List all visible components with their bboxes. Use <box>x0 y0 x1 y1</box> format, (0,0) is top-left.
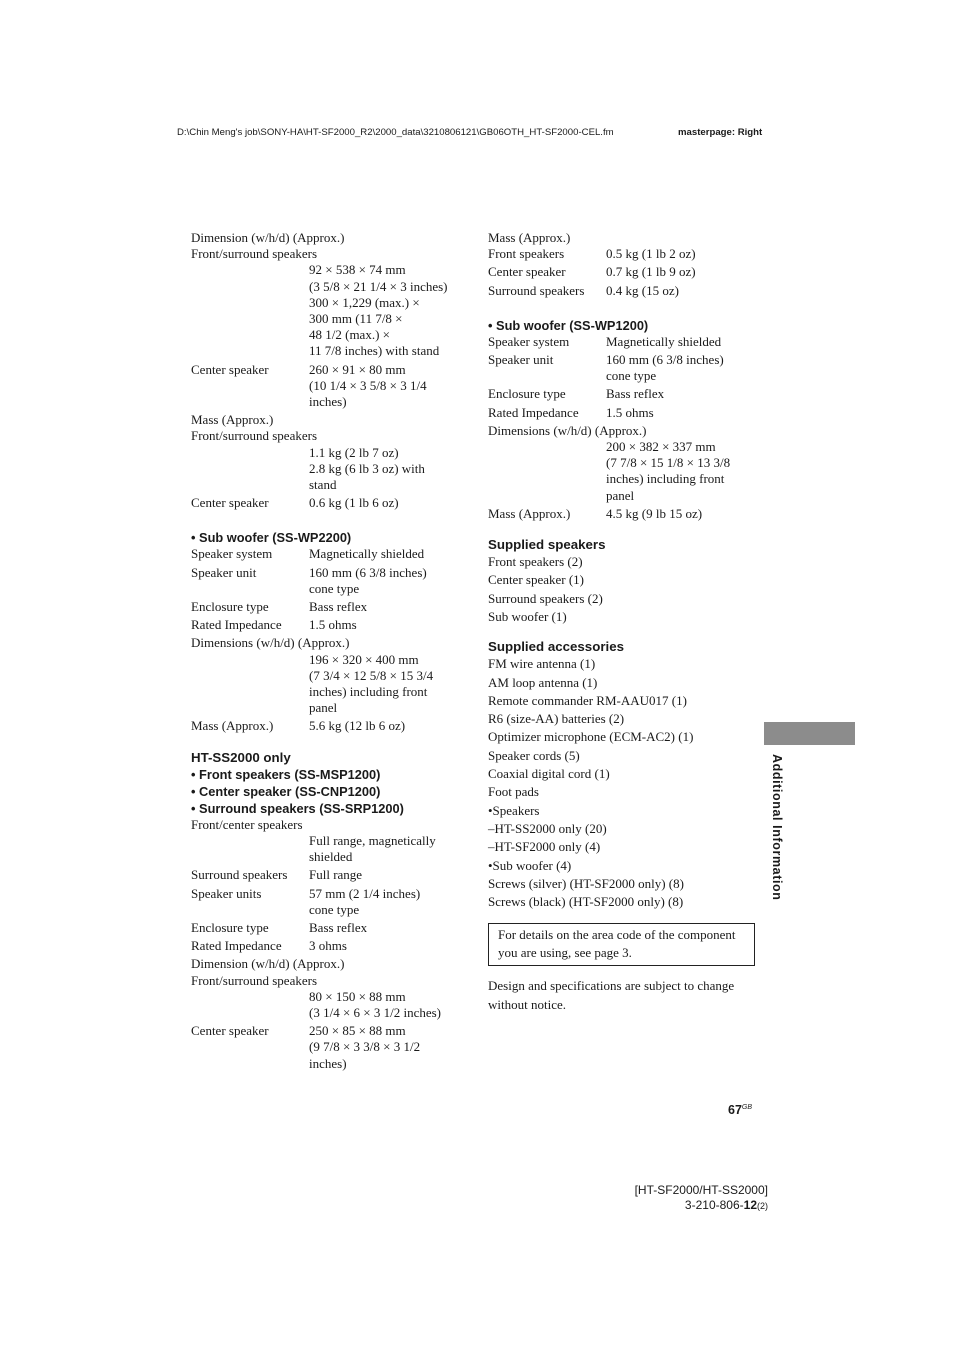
spec-key: Speaker system <box>191 546 273 562</box>
spec-line: cone type <box>309 901 360 917</box>
dimensions-heading: Dimensions (w/h/d) (Approx.) <box>488 422 647 438</box>
spec-row <box>191 599 463 615</box>
spec-value: 0.7 kg (1 lb 9 oz) <box>606 264 696 280</box>
list-item: –HT-SF2000 only (4) <box>488 839 601 855</box>
bullet-heading: • Front speakers (SS-MSP1200) <box>191 766 381 782</box>
spec-line: (3 5/8 × 21 1/4 × 3 inches) <box>309 278 448 294</box>
spec-row <box>488 264 758 280</box>
dimension-heading: Dimension (w/h/d) (Approx.) <box>191 956 345 972</box>
mass-heading: Mass (Approx.) <box>488 230 571 245</box>
front-surround-label: Front/surround speakers <box>191 246 318 262</box>
spec-line: stand <box>309 477 337 493</box>
spec-key: Center speaker <box>191 495 269 511</box>
spec-value: Bass reflex <box>309 919 368 935</box>
spec-row <box>488 506 758 522</box>
spec-value: Bass reflex <box>606 386 665 402</box>
spec-line: 200 × 382 × 337 mm <box>606 439 716 455</box>
front-surround-dimensions <box>191 989 463 1021</box>
front-surround-label: Front/surround speakers <box>191 428 318 444</box>
spec-value: Bass reflex <box>309 599 368 615</box>
spec-value: Magnetically shielded <box>606 333 722 349</box>
spec-key: Surround speakers <box>191 867 288 883</box>
spec-key: Front speakers <box>488 246 565 262</box>
spec-line: inches) including front <box>606 471 725 487</box>
footer-code: 3-210-806- <box>684 1198 744 1212</box>
center-dimension-row <box>191 362 463 411</box>
spec-line: 80 × 150 × 88 mm <box>309 988 406 1004</box>
spec-row <box>488 352 758 384</box>
section-tab-label: Additional Information <box>770 754 784 901</box>
spec-line: cone type <box>606 368 657 384</box>
subwoofer-wp1200-heading: • Sub woofer (SS-WP1200) <box>488 317 649 333</box>
spec-key: Center speaker <box>488 264 566 280</box>
spec-line: (10 1/4 × 3 5/8 × 3 1/4 <box>309 377 427 393</box>
list-item: Screws (silver) (HT-SF2000 only) (8) <box>488 875 684 891</box>
footer-code-rev: (2) <box>757 1201 768 1211</box>
footer-model: [HT-SF2000/HT-SS2000] <box>634 1183 768 1197</box>
front-surround-dimensions <box>191 262 463 359</box>
list-item: •Speakers <box>488 802 540 818</box>
spec-key: Rated Impedance <box>191 617 282 633</box>
spec-value: 4.5 kg (9 lb 15 oz) <box>606 505 703 521</box>
spec-line: panel <box>309 700 338 716</box>
area-code-note: For details on the area code of the component you are using, see page 3. <box>488 923 755 966</box>
spec-key: Center speaker <box>191 361 269 377</box>
spec-value: 1.5 ohms <box>606 404 654 420</box>
right-column <box>488 230 758 1014</box>
spec-row <box>488 405 758 421</box>
list-item: Coaxial digital cord (1) <box>488 766 610 782</box>
center-mass-row <box>191 495 463 511</box>
spec-line: 48 1/2 (max.) × <box>309 327 390 343</box>
front-surround-mass <box>191 445 463 494</box>
spec-key: Enclosure type <box>488 386 566 402</box>
spec-row <box>191 1023 463 1072</box>
spec-row <box>191 867 463 883</box>
file-path-header: D:\Chin Meng's job\SONY-HA\HT-SF2000_R2\2000_data\3210806121\GB06OTH_HT-SF2000-CEL.fm <box>177 127 614 138</box>
list-item: Remote commander RM-AAU017 (1) <box>488 692 687 708</box>
masterpage-label: masterpage: Right <box>678 127 763 138</box>
spec-value <box>309 362 463 411</box>
spec-key: Speaker units <box>191 885 262 901</box>
spec-value <box>309 886 463 918</box>
spec-row <box>191 546 463 562</box>
spec-line: 250 × 85 × 88 mm <box>309 1023 406 1039</box>
spec-line: shielded <box>309 849 353 865</box>
spec-key: Speaker unit <box>191 564 257 580</box>
footer-code-bold: 12 <box>743 1198 757 1212</box>
list-item: Surround speakers (2) <box>488 590 603 606</box>
subwoofer-dimensions <box>488 439 758 504</box>
spec-value: 5.6 kg (12 lb 6 oz) <box>309 718 406 734</box>
list-item: R6 (size-AA) batteries (2) <box>488 711 625 727</box>
spec-row <box>488 283 758 299</box>
front-surround-label: Front/surround speakers <box>191 972 318 988</box>
spec-line: (9 7/8 × 3 3/8 × 3 1/2 <box>309 1039 421 1055</box>
spec-key: Rated Impedance <box>488 404 579 420</box>
spec-line: (7 3/4 × 12 5/8 × 15 3/4 <box>309 667 434 683</box>
spec-line: 2.8 kg (6 lb 3 oz) with <box>309 460 425 476</box>
spec-key: Speaker system <box>488 333 570 349</box>
spec-line: 260 × 91 × 80 mm <box>309 361 406 377</box>
spec-key: Mass (Approx.) <box>488 505 571 521</box>
page-number-suffix: GB <box>741 1103 753 1111</box>
spec-value: Full range <box>309 867 363 883</box>
left-column <box>191 230 463 1074</box>
page-number-value: 67 <box>728 1103 742 1117</box>
subwoofer-wp2200-heading: • Sub woofer (SS-WP2200) <box>191 530 352 546</box>
spec-line: 11 7/8 inches) with stand <box>309 343 440 359</box>
spec-value: 0.5 kg (1 lb 2 oz) <box>606 246 696 262</box>
list-item: Foot pads <box>488 784 539 800</box>
spec-value: 0.6 kg (1 lb 6 oz) <box>309 495 399 511</box>
spec-value: 0.4 kg (15 oz) <box>606 282 679 298</box>
spec-key: Enclosure type <box>191 919 269 935</box>
spec-line: 92 × 538 × 74 mm <box>309 262 406 278</box>
spec-line: inches) <box>309 1055 347 1071</box>
list-item: AM loop antenna (1) <box>488 674 598 690</box>
list-item: Center speaker (1) <box>488 572 585 588</box>
spec-line: 300 × 1,229 (max.) × <box>309 294 420 310</box>
spec-value <box>309 1023 463 1072</box>
spec-row <box>191 886 463 918</box>
spec-line: cone type <box>309 580 360 596</box>
dimension-heading: Dimension (w/h/d) (Approx.) <box>191 230 345 245</box>
spec-row <box>191 617 463 633</box>
list-item: FM wire antenna (1) <box>488 656 596 672</box>
bullet-heading: • Surround speakers (SS-SRP1200) <box>191 800 404 816</box>
spec-row <box>191 718 463 734</box>
spec-value: Magnetically shielded <box>309 546 425 562</box>
spec-row <box>191 938 463 954</box>
spec-key: Enclosure type <box>191 599 269 615</box>
spec-value <box>606 352 758 384</box>
spec-row <box>488 334 758 350</box>
ht-ss2000-heading: HT-SS2000 only <box>191 749 291 765</box>
disclaimer-text: Design and specifications are subject to change without notice. <box>488 978 735 1012</box>
spec-row <box>191 920 463 936</box>
spec-value: 1.5 ohms <box>309 617 357 633</box>
list-item: –HT-SS2000 only (20) <box>488 820 607 836</box>
supplied-speakers-heading: Supplied speakers <box>488 537 606 553</box>
supplied-accessories-heading: Supplied accessories <box>488 639 624 655</box>
spec-key: Speaker unit <box>488 352 554 368</box>
spec-line: 160 mm (6 3/8 inches) <box>309 564 427 580</box>
spec-line: 1.1 kg (2 lb 7 oz) <box>309 444 399 460</box>
spec-key: Center speaker <box>191 1023 269 1039</box>
list-item: Speaker cords (5) <box>488 747 580 763</box>
spec-line: 300 mm (11 7/8 × <box>309 311 403 327</box>
spec-value: 3 ohms <box>309 938 347 954</box>
bullet-heading: • Center speaker (SS-CNP1200) <box>191 783 381 799</box>
spec-line: (7 7/8 × 15 1/8 × 13 3/8 <box>606 455 731 471</box>
mass-heading: Mass (Approx.) <box>191 412 274 428</box>
spec-line: 57 mm (2 1/4 inches) <box>309 885 421 901</box>
front-center-label: Front/center speakers <box>191 816 303 832</box>
spec-key: Surround speakers <box>488 282 585 298</box>
list-item: Screws (black) (HT-SF2000 only) (8) <box>488 894 684 910</box>
list-item: •Sub woofer (4) <box>488 857 572 873</box>
subwoofer-dimensions <box>191 652 463 717</box>
spec-line: 160 mm (6 3/8 inches) <box>606 352 724 368</box>
list-item: Front speakers (2) <box>488 554 583 570</box>
list-item: Sub woofer (1) <box>488 608 567 624</box>
spec-line: inches) including front <box>309 684 428 700</box>
spec-row <box>488 246 758 262</box>
footer-code-line <box>635 1198 768 1214</box>
spec-row <box>488 386 758 402</box>
page-number <box>728 1103 752 1117</box>
spec-line: inches) <box>309 394 347 410</box>
spec-key: Mass (Approx.) <box>191 718 274 734</box>
spec-key: Rated Impedance <box>191 938 282 954</box>
dimensions-heading: Dimensions (w/h/d) (Approx.) <box>191 635 350 651</box>
spec-value <box>309 565 463 597</box>
list-item: Optimizer microphone (ECM-AC2) (1) <box>488 729 694 745</box>
spec-line: (3 1/4 × 6 × 3 1/2 inches) <box>309 1004 442 1020</box>
spec-line: panel <box>606 487 635 503</box>
section-tab-marker <box>764 722 855 745</box>
spec-row <box>191 565 463 597</box>
front-center-value <box>191 833 463 865</box>
spec-line: 196 × 320 × 400 mm <box>309 651 419 667</box>
footer-model-code <box>635 1183 768 1214</box>
spec-line: Full range, magnetically <box>309 832 436 848</box>
